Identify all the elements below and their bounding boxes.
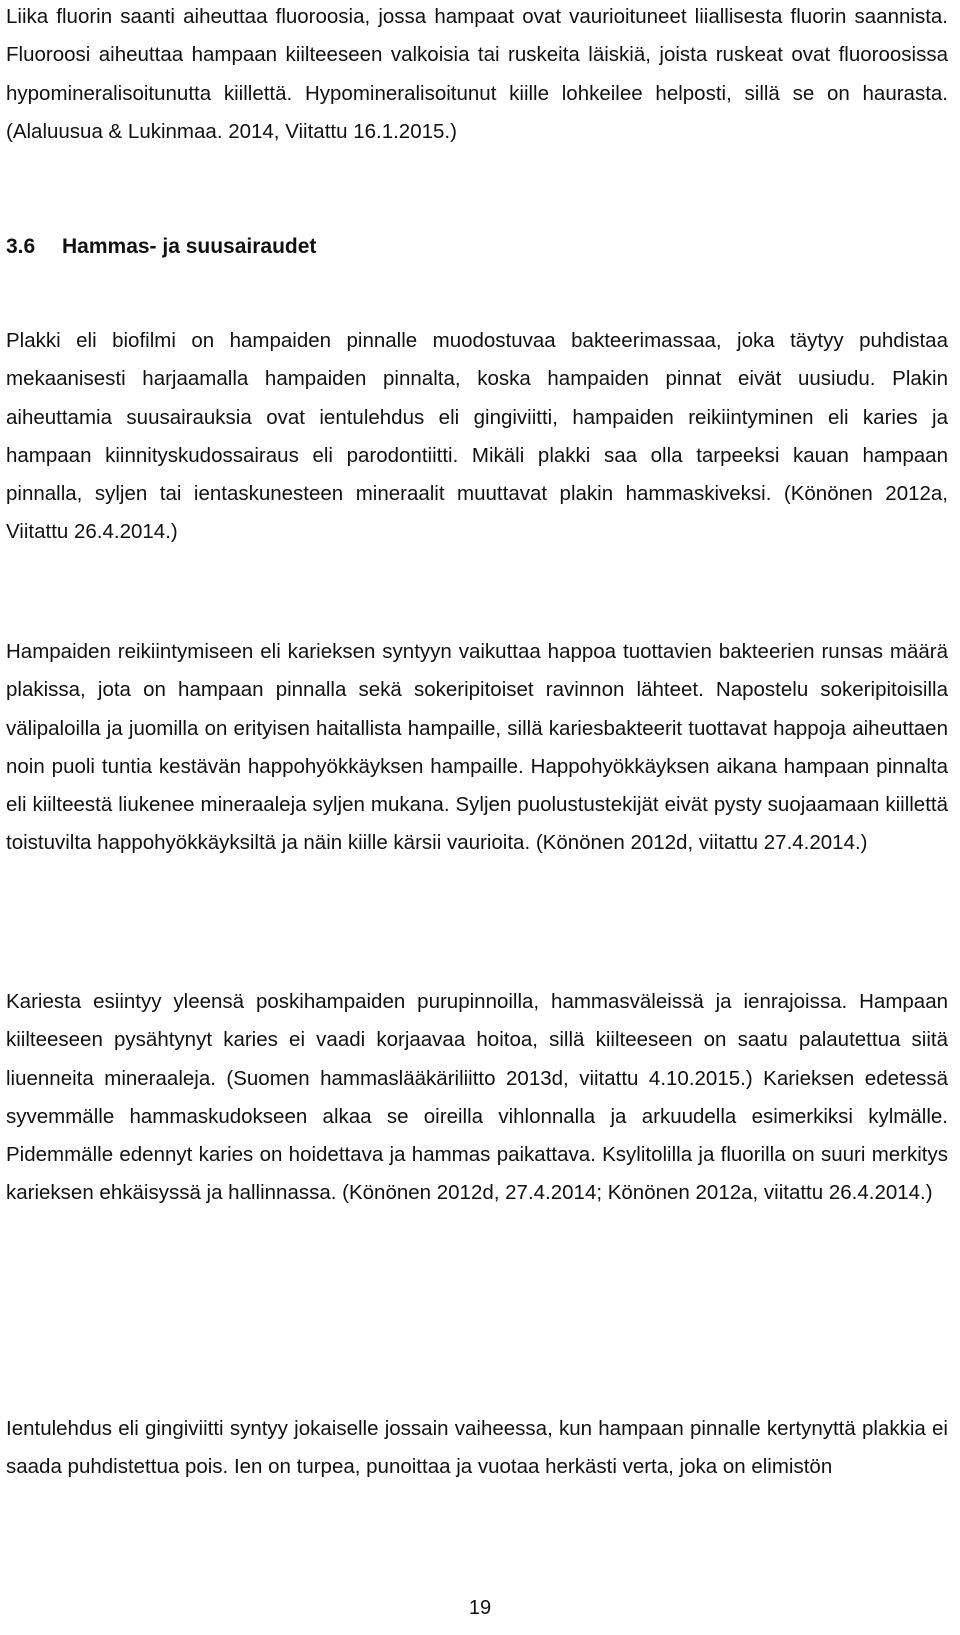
paragraph-caries-occurrence: Kariesta esiintyy yleensä poskihampaiden purupinnoilla, hammasväleissä ja ienrajoissa. Hampaan kiilteeseen pysähtynyt karies ei vaadi korjaavaa hoitoa, sillä kiilteeseen on saatu palautettua siitä liuenneita mineraaleja. (Suomen hammaslääkäriliitto 2013d, viitattu 4.10.2015.) Karieksen edetessä syvemmälle hammaskudokseen alkaa se oireilla vihlonnalla ja arkuudella esimerkiksi kylmälle. Pidemmälle edennyt karies on hoidettava ja hammas paikattava. Ksylitolilla ja fluorilla on suuri merkitys karieksen ehkäisyssä ja hallinnassa. (Könönen 2012d, 27.4.2014; Könönen 2012a, viitattu 26.4.2014.)	[6, 990, 948, 1205]
paragraph-gingivitis: Ientulehdus eli gingiviitti syntyy jokaiselle jossain vaiheessa, kun hampaan pinnalle kertynyttä plakkia ei saada puhdistettua pois. Ien on turpea, punoittaa ja vuotaa herkästi verta, joka on elimistön	[6, 1417, 948, 1479]
section-heading	[6, 232, 316, 262]
paragraph-plaque: Plakki eli biofilmi on hampaiden pinnalle muodostuvaa bakteerimassaa, joka täytyy puhdistaa mekaanisesti harjaamalla hampaiden pinnalta, koska hampaiden pinnat eivät uusiudu. Plakin aiheuttamia suusairauksia ovat ientulehdus eli gingiviitti, hampaiden reikiintyminen eli karies ja hampaan kiinnityskudossairaus eli parodontiitti. Mikäli plakki saa olla tarpeeksi kauan hampaan pinnalla, syljen tai ientaskunesteen mineraalit muuttavat plakin hammaskiveksi. (Könönen 2012a, Viitattu 26.4.2014.)	[6, 329, 948, 544]
page-number: 19	[468, 1597, 492, 1619]
intro-paragraph: Liika fluorin saanti aiheuttaa fluoroosia, jossa hampaat ovat vaurioituneet liiallisesta fluorin saannista. Fluoroosi aiheuttaa hampaan kiilteeseen valkoisia tai ruskeita läiskiä, joista ruskeat ovat fluoroosissa hypomineralisoitunutta kiillettä. Hypomineralisoitunut kiille lohkeilee helposti, sillä se on haurasta. (Alaluusua & Lukinmaa. 2014, Viitattu 16.1.2015.)	[6, 5, 948, 143]
section-number: 3.6	[6, 235, 36, 258]
paragraph-caries-formation: Hampaiden reikiintymiseen eli karieksen syntyyn vaikuttaa happoa tuottavien bakteerien runsas määrä plakissa, jota on hampaan pinnalla sekä sokeripitoiset ravinnon lähteet. Napostelu sokeripitoisilla välipaloilla ja juomilla on erityisen haitallista hampaille, sillä kariesbakteerit tuottavat happoja aiheuttaen noin puoli tuntia kestävän happohyökkäyksen hampaille. Happohyökkäyksen aikana hampaan pinnalta eli kiilteestä liukenee mineraaleja syljen mukana. Syljen puolustustekijät eivät pysty suojaamaan kiillettä toistuvilta happohyökkäyksiltä ja näin kiille kärsii vaurioita. (Könönen 2012d, viitattu 27.4.2014.)	[6, 640, 948, 855]
section-title: Hammas- ja suusairaudet	[62, 235, 317, 258]
